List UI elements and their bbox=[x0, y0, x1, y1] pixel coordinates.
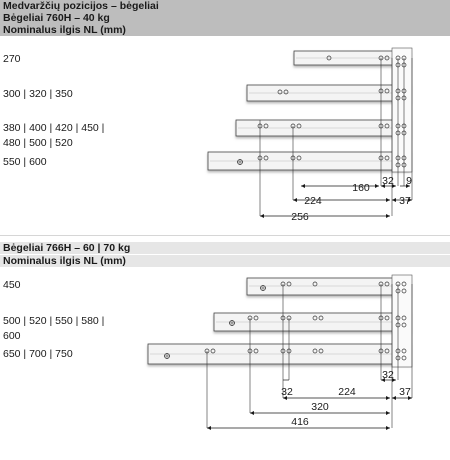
dimension-224: 224 bbox=[338, 386, 356, 398]
dimension-lines bbox=[207, 380, 412, 428]
dimension-37: 37 bbox=[399, 195, 411, 207]
runner-550-600 bbox=[208, 152, 410, 170]
dimension-37: 37 bbox=[399, 386, 411, 398]
section1-row-label: 380 | 400 | 420 | 450 | bbox=[3, 122, 105, 134]
section1-row-label: 550 | 600 bbox=[3, 156, 47, 168]
section2-row-label: 600 bbox=[3, 330, 21, 342]
dimension-224: 224 bbox=[304, 195, 322, 207]
dimension-32: 32 bbox=[382, 369, 394, 381]
dimension-9: 9 bbox=[406, 175, 412, 187]
section2-row-label: 450 bbox=[3, 279, 21, 291]
dimension-32: 32 bbox=[281, 386, 293, 398]
section2-subtitle: Bėgeliai 766H – 60 | 70 kg bbox=[0, 242, 450, 254]
runner-380-520 bbox=[236, 120, 410, 136]
section1-row-label: 480 | 500 | 520 bbox=[3, 137, 73, 149]
dimension-416: 416 bbox=[291, 416, 309, 428]
dimension-256: 256 bbox=[291, 211, 309, 223]
section1-subtitle: Bėgeliai 760H – 40 kg bbox=[0, 12, 450, 24]
section1-header: Medvaržčių pozicijos – bėgeliai bbox=[0, 0, 450, 12]
section2-row-label: 650 | 700 | 750 bbox=[3, 348, 73, 360]
dimension-160: 160 bbox=[352, 182, 370, 194]
dimension-320: 320 bbox=[311, 401, 329, 413]
dimension-32: 32 bbox=[382, 175, 394, 187]
section2-length-label: Nominalus ilgis NL (mm) bbox=[0, 255, 450, 267]
runner-450 bbox=[247, 278, 410, 295]
runner-650-750 bbox=[148, 344, 410, 364]
section1-length-label: Nominalus ilgis NL (mm) bbox=[0, 24, 450, 36]
section2-row-label: 500 | 520 | 550 | 580 | bbox=[3, 315, 105, 327]
runner-300-350 bbox=[247, 85, 410, 101]
dimension-lines bbox=[260, 186, 412, 216]
section1-row-label: 270 bbox=[3, 53, 21, 65]
section1-row-label: 300 | 320 | 350 bbox=[3, 88, 73, 100]
extension-lines bbox=[260, 58, 412, 216]
